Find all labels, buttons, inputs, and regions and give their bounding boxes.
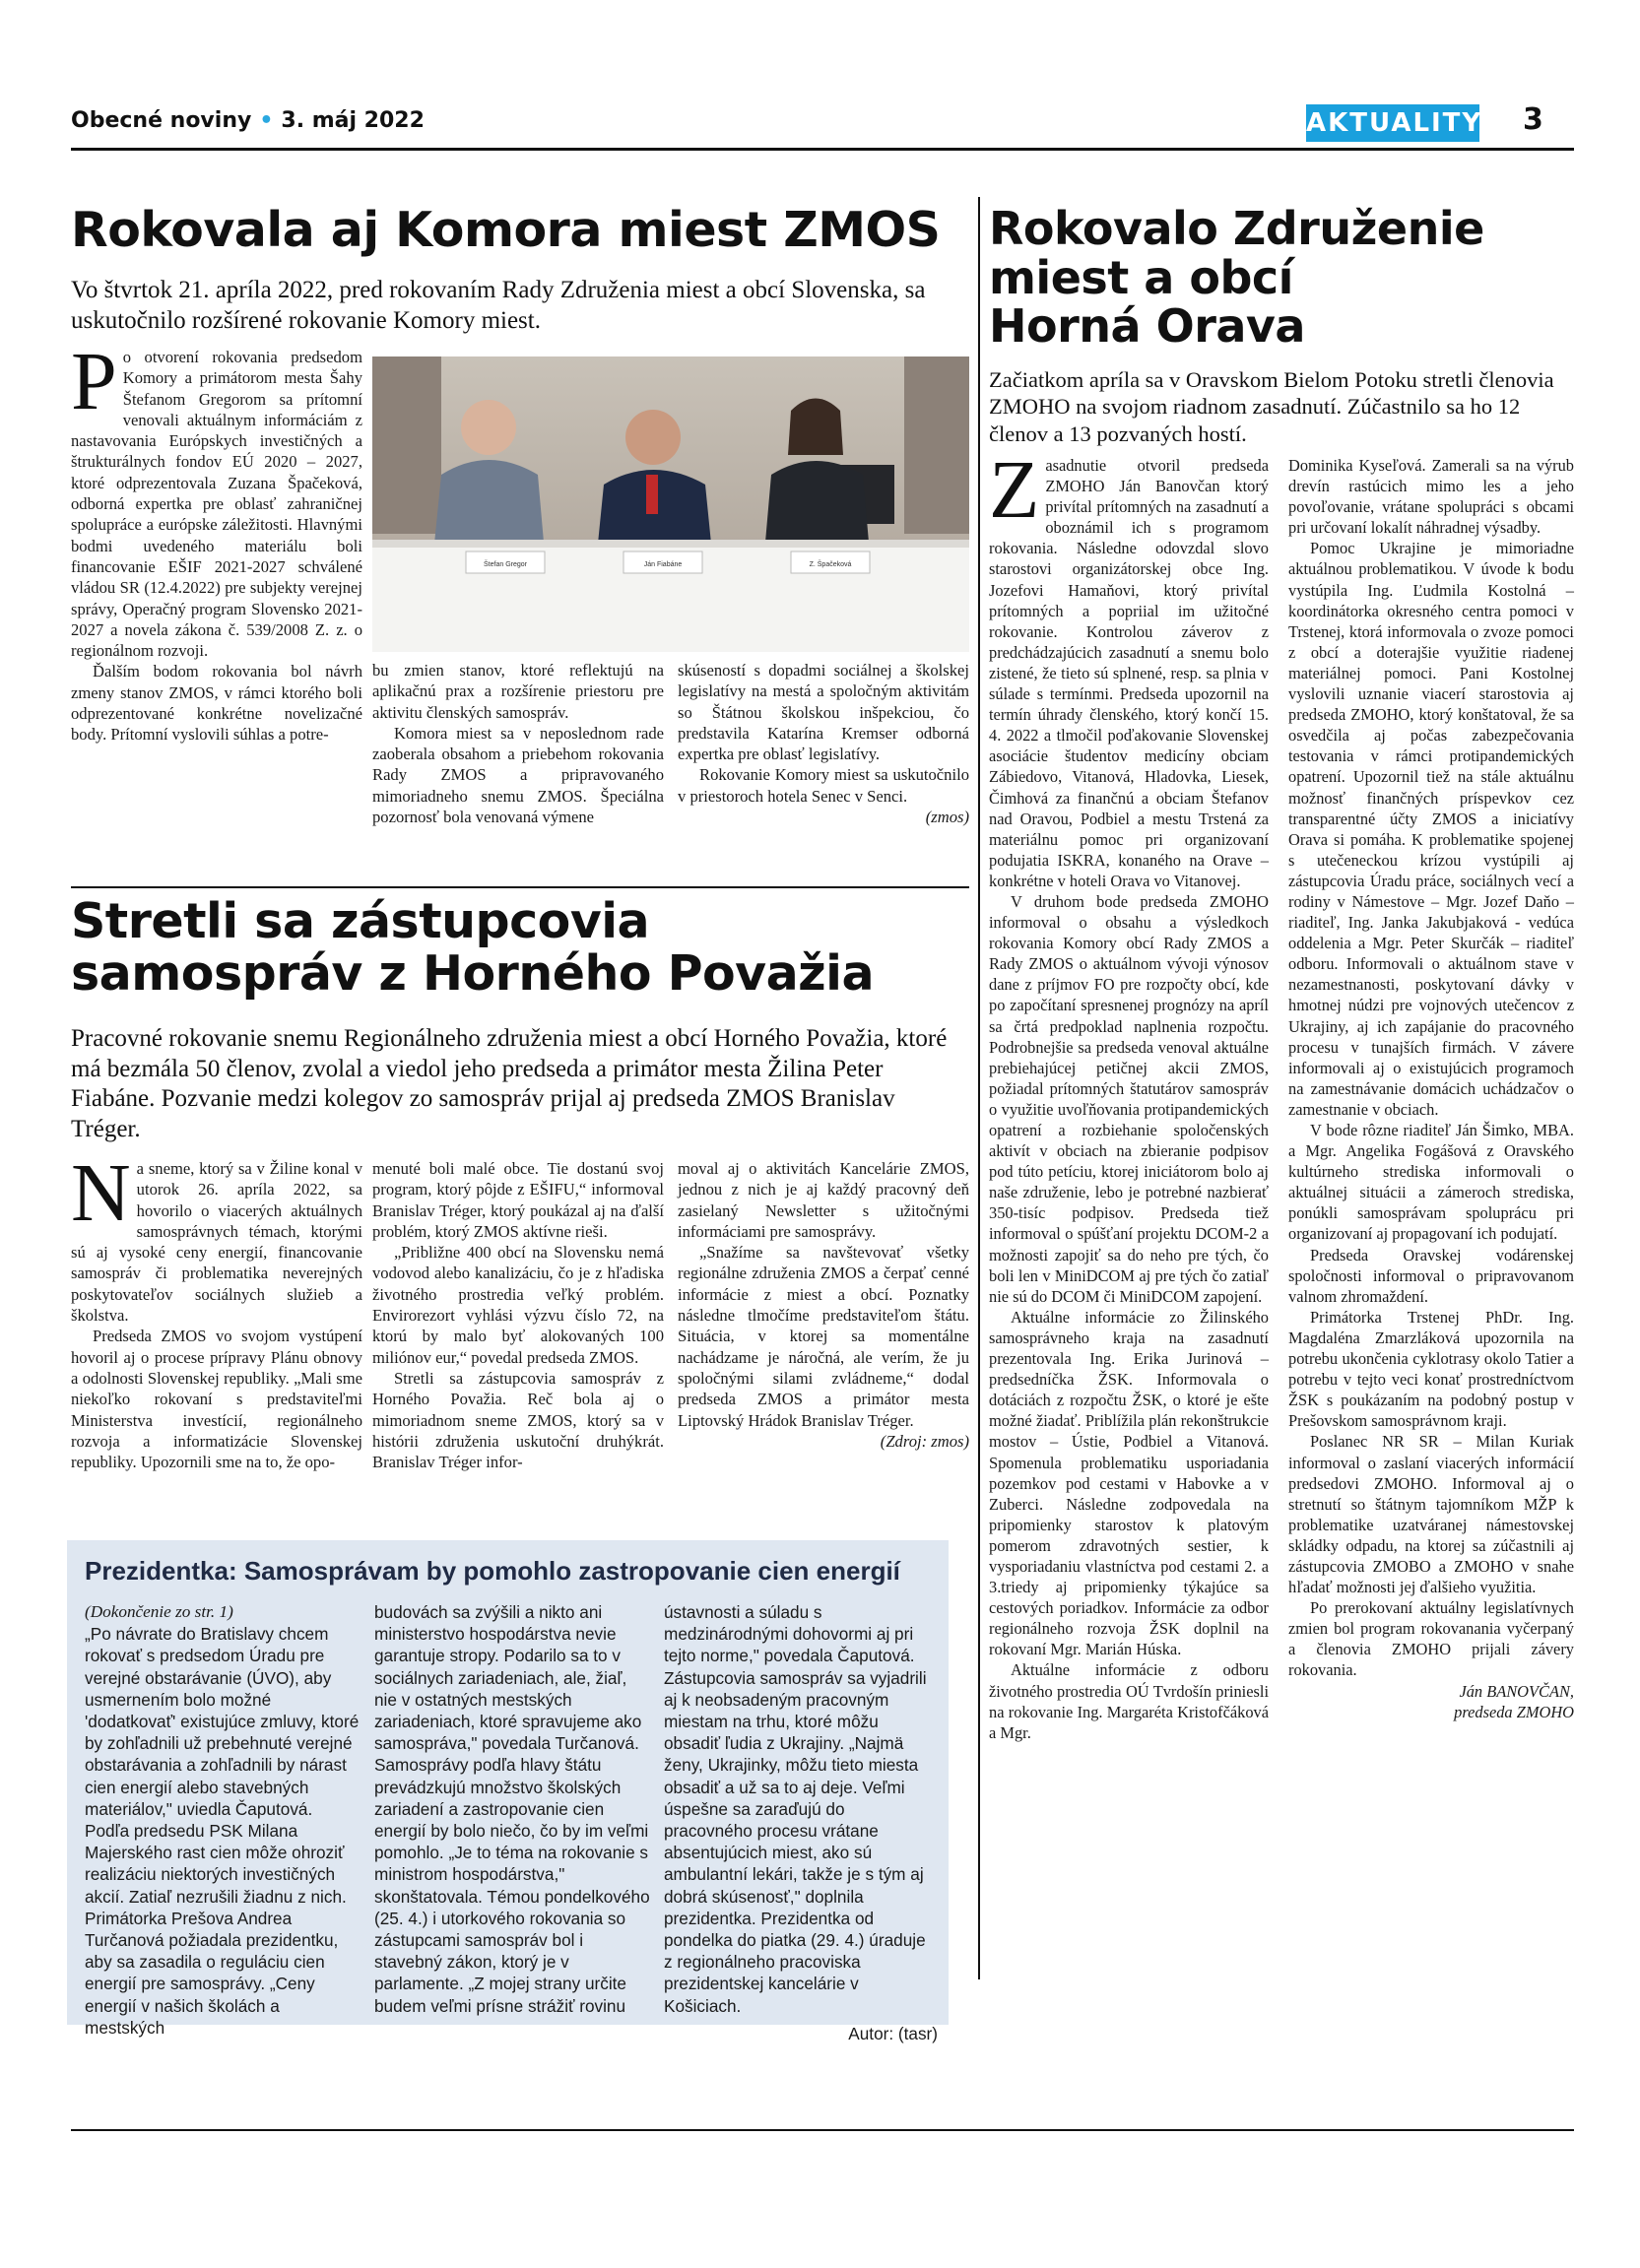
sidebar-author: Autor: (tasr)	[848, 2023, 938, 2043]
article1-signature: (zmos)	[925, 808, 969, 827]
sidebar-title: Prezidentka: Samosprávam by pomohlo zastropovanie cien energií	[85, 1556, 900, 1586]
article3-lead: Začiatkom apríla sa v Oravskom Bielom Potoku stretli členovia ZMOHO na svojom riadnom zasadnutí. Zúčastnilo sa ho 12 členov a 13 pozvaných hostí.	[989, 367, 1554, 446]
article2-title: Stretli sa zástupcovia samospráv z Horného Považia	[71, 893, 875, 1002]
article3-signature-role: predseda ZMOHO	[1454, 1702, 1574, 1721]
article1-title: Rokovala aj Komora miest ZMOS	[71, 202, 941, 258]
sidebar-column-2: budovách sa zvýšili a nikto ani ministerstvo hospodárstva nevie garantuje stropy. Podarilo sa to v sociálnych zariadeniach, ale, žiaľ, nie v ostatných mestských zariadeniach, ktoré spravujeme ako samospráva," povedala Turčanová. Samosprávy podľa hlavy štátu prevádzkujú množstvo školských zariadení a zastropovanie cien energií by bolo niečo, čo by im veľmi pomohlo. „Je to téma na rokovanie s ministrom hospodárstva," skonštatovala. Témou pondelkového (25. 4.) i utorkového rokovania so zástupcami samospráv bol i stavebný zákon, ktorý je v parlamente. „Z mojej strany určite budem veľmi prísne strážiť rovinu	[374, 1602, 650, 2016]
article2-lead: Pracovné rokovanie snemu Regionálneho združenia miest a obcí Horného Považia, ktoré má bezmála 50 členov, zvolal a viedol jeho predseda a primátor mesta Žilina Peter Fiabáne. Pozvanie medzi kolegov zo samospráv prijal aj predseda ZMOS Branislav Tréger.	[71, 1025, 948, 1142]
article2-column-3: moval aj o aktivitách Kancelárie ZMOS, jednou z nich je aj každý pracovný deň zasielaný Newsletter s užitočnými informáciami pre samosprávy. „Snažíme sa navštevovať všetky regionálne združenia ZMOS a čerpať cenné informácie z miest a obcí. Poznatky následne tlmočíme predstaviteľom štátu. Situácia, v ktorej sa momentálne nachádzame je náročná, ale verím, že ju spoločnými silami zvládneme,“ dodal predseda ZMOS a primátor mesta Liptovský Hrádok Branislav Tréger. (Zdroj: zmos)	[678, 1159, 969, 1451]
article2-signature: (Zdroj: zmos)	[880, 1431, 969, 1451]
header-rule	[71, 148, 1574, 151]
page-number: 3	[1523, 102, 1543, 137]
publication-name: Obecné noviny	[71, 108, 252, 133]
meeting-photo	[372, 356, 969, 652]
name-placard-3: Z. Špačeková	[809, 561, 852, 568]
dropcap: P	[71, 336, 117, 427]
section-badge: AKTUALITY	[1306, 104, 1479, 142]
article1-column-1: Po otvorení rokovania predsedom Komory a primátorom mesta Šahy Štefanom Gregorom sa prítomní venovali aktuálnym informáciám z nastavovania Európskych investičných a štrukturálnych fondov EÚ 2020 – 2027, ktoré odprezentovala Zuzana Špačeková, odborná expertka pre oblasť zahraničnej spolupráce a európske záležitosti. Hlavnými bodmi uvedeného materiálu boli financovanie EŠIF 2021-2027 schválené vládou SR (12.4.2022) pre subjekty verejnej správy, Operačný program Slovensko 2021-2027 a novela zákona č. 539/2008 Z. z. o regionálnom rozvoji. Ďalším bodom rokovania bol návrh zmeny stanov ZMOS, v rámci ktorého boli odprezentované konkrétne novelizačné body. Prítomní vyslovili súhlas a potre-	[71, 336, 362, 745]
article2-column-1: Na sneme, ktorý sa v Žiline konal v utorok 26. apríla 2022, sa hovorilo o viacerých aktuálnych samosprávnych témach, ktorými sú aj vysoké ceny energií, financovanie samospráv či problematika neverejných poskytovateľov sociálnych služieb a školstva. Predseda ZMOS vo svojom vystúpení hovoril aj o procese prípravy Plánu obnovy a odolnosti Slovenskej republiky. „Mali sme niekoľko rokovaní s predstaviteľmi Ministerstva investícií, regionálneho rozvoja a informatizácie Slovenskej republiky. Upozornili sme na to, že opo-	[71, 1147, 362, 1472]
article3-signature-name: Ján BANOVČAN,	[1459, 1681, 1574, 1701]
continuation-note: (Dokončenie zo str. 1)	[85, 1602, 233, 1621]
article3-column-1: Zasadnutie otvoril predseda ZMOHO Ján Banovčan ktorý privítal prítomných na zasadnutí a oboznámil ich s programom rokovania. Následne odovzdal slovo starostovi organizátorskej obce Ing. Jozefovi Hamaňovi, ktorý privítal prítomných a popriial im užitočné rokovanie. Kontrolou záverov z predchádzajúcich zasadnutí a snemu bolo zistené, že tieto sú splnené, resp. sa plnia v súlade s termínmi. Predseda upozornil na termín úhrady členského, ktorý končí 15. 4. 2022 a tlmočil poďakovanie Slovenskej asociácie študentov medicíny obciam Zábiedovo, Vitanová, Hladovka, Liesek, Čimhová za finančnú a obciam Štefanov nad Oravou, Podbiel a mestu Trstená za materiálnu pomoc pri organizovaní podujatia ISKRA, konaného na Orave – konkrétne v hoteli Orava vo Vitanovej. V druhom bode predseda ZMOHO informoval o obsahu a výsledkoch rokovania Komory obcí Rady ZMOS a Rady ZMOS o aktuálnom vývoji výnosov dane z príjmov FO pre rozpočty obcí, kde po započítaní spresnenej prognózy na apríl sa črtá predpoklad naplnenia rozpočtu. Podrobnejšie sa predseda venoval aktuálne prebiehajúcej petičnej akcii ZMOS, požiadal prítomných štatutárov samospráv o využitie uvoľňovania protipandemických opatrení a rozbiehanie spoločenských aktivít v obciach na zbieranie podpisov pod túto petíciu, ktorej iniciátorom bolo aj naše združenie, lebo je potrebné nazbierať 350-tisíc podpisov. Predseda tiež informoval o spúšťaní projektu DCOM-2 a možnosti zapojiť sa do neho pre tých, čo boli len v MiniDCOM aj pre tých čo zatiaľ nie sú do DCOM či MiniDCOM zapojení. Aktuálne informácie zo Žilinského samosprávneho kraja na zasadnutí prezentovala Ing. Erika Jurinová – predsedníčka ŽSK. Informovala o dotáciách z rozpočtu ŽSK, o ktoré je ešte možné žiadať. Priblížila plán rekonštrukcie mostov – Ústie, Podbiel a Vitanová. Spomenula problematiku usporiadania pozemkov pod cestami v Habovke a v Zuberci. Následne zodpovedala na pripomienky starostov k platovým pomerom zdravotných sestier, k vysporiadaniu vlastníctva pod cestami 2. a 3.triedy aj pripomienky týkajúce sa cestových poriadkov. Informácie za odbor regionálneho rozvoja ŽSK doplnil na rokovaní Mgr. Marián Húska. Aktuálne informácie z odboru životného prostredia OÚ Tvrdošín priniesli na rokovanie Ing. Margaréta Kristofčáková a Mgr.	[989, 444, 1269, 1742]
article3-title: Rokovalo Združenie miest a obcí Horná Orava	[989, 202, 1484, 354]
name-placard-2: Ján Fiabáne	[643, 561, 683, 568]
sidebar-column-3: ústavnosti a súladu s medzinárodnými dohovormi aj pri tejto norme," povedala Čaputová. Zástupcovia samospráv sa vyjadrili aj k neobsadeným pracovným miestam na trhu, ktoré môžu obsadiť ľudia z Ukrajiny. „Najmä ženy, Ukrajinky, môžu tieto miesta obsadiť a už sa to aj deje. Veľmi úspešne sa zaraďujú do pracovného procesu vrátane absentujúcich miest, ako sú ambulantní lekári, takže je s tým aj dobrá skúsenosť," doplnila prezidentka. Prezidentka od pondelka do piatka (29. 4.) úraduje z regionálneho pracoviska prezidentskej kancelárie v Košiciach. Autor: (tasr)	[664, 1602, 938, 2043]
footer-rule	[71, 2129, 1574, 2131]
sidebar-column-1: (Dokončenie zo str. 1) „Po návrate do Bratislavy chcem rokovať s predsedom Úradu pre verejné obstarávanie (ÚVO), aby usmernením bolo možné 'dodatkovať' existujúce zmluvy, ktoré by zohľadnili už prebehnuté verejné obstarávania a zohľadnili by nárast cien energií alebo stavebných materiálov," uviedla Čaputová. Podľa predsedu PSK Milana Majerského rast cien môže ohroziť realizáciu niektorých investičných akcií. Zatiaľ nezrušili žiadnu z nich. Primátorka Prešova Andrea Turčanová požiadala prezidentku, aby sa zasadila o reguláciu cien energií pre samosprávy. „Ceny energií v našich školách a mestských	[85, 1602, 360, 2038]
column-divider	[978, 197, 980, 1979]
article-separator	[71, 886, 969, 888]
article1-column-2: bu zmien stanov, ktoré reflektujú na aplikačnú prax a rozšírenie priestoru pre aktivitu členských samospráv. Komora miest sa v neposlednom rade zaoberala obsahom a priebehom rokovania Rady ZMOS a pripravovaného mimoriadneho snemu ZMOS. Špeciálna pozornosť bola venovaná výmene	[372, 661, 664, 827]
dropcap: N	[71, 1147, 131, 1239]
masthead	[71, 108, 425, 133]
article1-lead: Vo štvrtok 21. apríla 2022, pred rokovaním Rady Združenia miest a obcí Slovenska, sa uskutočnilo rozšírené rokovanie Komory miest.	[71, 277, 926, 334]
name-placard-1: Štefan Gregor	[484, 561, 527, 568]
bullet: •	[259, 108, 274, 133]
article3-column-2: Dominika Kyseľová. Zamerali sa na výrub drevín rastúcich mimo les a jeho povoľovanie, vrátane spolupráci s obcami pri určovaní lokalít náhradnej výsadby. Pomoc Ukrajine je mimoriadne aktuálnou problematikou. V úvode k bodu vystúpila Ing. Ľudmila Kostolná – koordinátorka okresného centra pomoci v Trstenej, ktorá informovala o zvoze pomoci z obcí a doterajšie využitie riadenej materiálnej pomoci. Pani Kostolnej vyslovili uznanie viacerí starostovia aj predseda ZMOHO, ktorý konštatoval, že sa osvedčila aj počas zabezpečovania testovania v rámci protipandemických opatrení. Upozornil tiež na stále aktuálnu možnosť finančných príspevkov cez transparentné účty ZMOS a iniciatívy Orava si pomáha. K problematike spojenej s utečeneckou krízou vystúpili aj zástupcovia Úradu práce, sociálnych vecí a rodiny v Námestove – Mgr. Jozef Daňo – riaditeľ, Ing. Janka Jakubjaková - vedúca oddelenia a Mgr. Peter Skurčák – riaditeľ odboru. Informovali o aktuálnom stave v nezamestnanosti, poskytovaní dávky v hmotnej núdzi pre vojnových utečencov z Ukrajiny, aj ich zapájanie do pracovného procesu v tunajších firmách. V závere informovali aj o existujúcich programoch na zamestnávanie domácich uchádzačov o zamestnanie v obciach. V bode rôzne riaditeľ Ján Šimko, MBA. a Mgr. Angelika Fogášová z Oravského kultúrneho strediska informovali o aktuálnej situácii a zámeroch strediska, ponúkli samosprávam spoluprácu pri organizovaní aj propagovaní ich podujatí. Predseda Oravskej vodárenskej spoločnosti informoval o pripravovanom valnom zhromaždení. Primátorka Trstenej PhDr. Ing. Magdaléna Zmarzláková upozornila na potrebu ukončenia cyklotrasy okolo Tatier a potrebu v tejto veci konať prostredníctvom ŽSK s poukázaním na podobný postup v Prešovskom samosprávnom kraji. Poslanec NR SR – Milan Kuriak informoval o zaslaní viacerých informácií predsedovi ZMOHO. Informoval aj o stretnutí so štátnym tajomníkom MŽP k problematike uzatváranej námestovskej skládky odpadu, na ktorej sa zúčastnili aj zástupcovia ZMOBO a ZMOHO v snahe hľadať možnosti jej ďalšieho využitia. Po prerokovaní aktuálny legislatívnych zmien bol program rokovanania vyčerpaný a členovia ZMOHO prijali závery rokovania. Ján BANOVČAN, predseda ZMOHO	[1288, 456, 1574, 1721]
issue-date: 3. máj 2022	[281, 108, 425, 133]
article1-column-3: skúseností s dopadmi sociálnej a školskej legislatívy na mestá a spoločným aktivitám so Štátnou školskou inšpekciou, čo predstavila Katarína Kremser odborná expertka pre oblasť legislatívy. Rokovanie Komory miest sa uskutočnilo v priestoroch hotela Senec v Senci. (zmos)	[678, 661, 969, 827]
article2-column-2: menuté boli malé obce. Tie dostanú svoj program, ktorý pôjde z EŠIFU,“ informoval Branislav Tréger, ktorý poukázal aj na ďalší problém, ktorý ZMOS aktívne rieši. „Približne 400 obcí na Slovensku nemá vodovod alebo kanalizáciu, čo je z hľadiska životného prostredia veľký problém. Envirorezort vyhlási výzvu číslo 72, na ktorú by malo byť alokovaných 100 miliónov eur,“ povedal predseda ZMOS. Stretli sa zástupcovia samospráv z Horného Považia. Reč bola aj o mimoriadnom sneme ZMOS, ktorý sa v histórii združenia uskutoční druhýkrát. Branislav Tréger infor-	[372, 1159, 664, 1472]
dropcap: Z	[989, 444, 1040, 536]
